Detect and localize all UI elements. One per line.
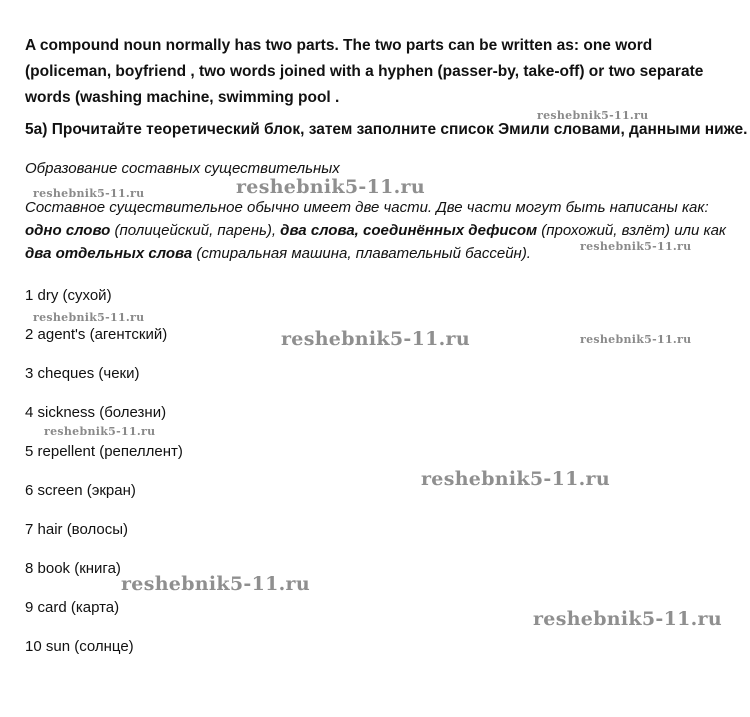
theory-text-4: (стиральная машина, плавательный бассейн).: [192, 245, 531, 262]
theory-text-1: Составное существительное обычно имеет две части. Две части могут быть написаны как:: [25, 199, 709, 216]
watermark: reshebnik5-11.ru: [33, 187, 145, 200]
intro-paragraph: A compound noun normally has two parts. The two parts can be written as: one word (policeman, boyfriend , two words joined with a hyphen (passer-by, take-off) or two separate words (washing machine, swimming pool .: [25, 37, 704, 106]
watermark: reshebnik5-11.ru: [236, 176, 425, 198]
word-list: [25, 287, 183, 677]
watermark: reshebnik5-11.ru: [281, 328, 470, 350]
watermark: reshebnik5-11.ru: [44, 425, 156, 438]
watermark: reshebnik5-11.ru: [533, 608, 722, 630]
list-item: 6 screen (экран): [25, 482, 136, 499]
list-item: 1 dry (сухой): [25, 287, 112, 304]
task-heading: 5a) Прочитайте теоретический блок, затем заполните список Эмили словами, данными ниже.: [25, 121, 748, 138]
theory-paragraph: [25, 196, 730, 265]
watermark: reshebnik5-11.ru: [580, 240, 692, 253]
theory-bold-one-word: одно слово: [25, 222, 111, 239]
list-item: 9 card (карта): [25, 599, 120, 616]
watermark: reshebnik5-11.ru: [537, 109, 649, 122]
watermark: reshebnik5-11.ru: [580, 333, 692, 346]
list-item: 3 cheques (чеки): [25, 365, 140, 382]
list-item: 4 sickness (болезни): [25, 404, 167, 421]
list-item: 7 hair (волосы): [25, 521, 129, 538]
theory-text-3: (прохожий, взлёт) или как: [537, 222, 727, 239]
theory-bold-hyphen: два слова, соединённых дефисом: [280, 222, 538, 239]
watermark: reshebnik5-11.ru: [121, 573, 310, 595]
theory-title: Образование составных существительных: [25, 160, 340, 177]
theory-bold-separate: два отдельных слова: [25, 245, 193, 262]
list-item: 8 book (книга): [25, 560, 121, 577]
watermark: reshebnik5-11.ru: [421, 468, 610, 490]
list-item: 5 repellent (репеллент): [25, 443, 183, 460]
list-item: 2 agent's (агентский): [25, 326, 168, 343]
watermark: reshebnik5-11.ru: [33, 311, 145, 324]
theory-text-2: (полицейский, парень),: [110, 222, 281, 239]
list-item: 10 sun (солнце): [25, 638, 134, 655]
